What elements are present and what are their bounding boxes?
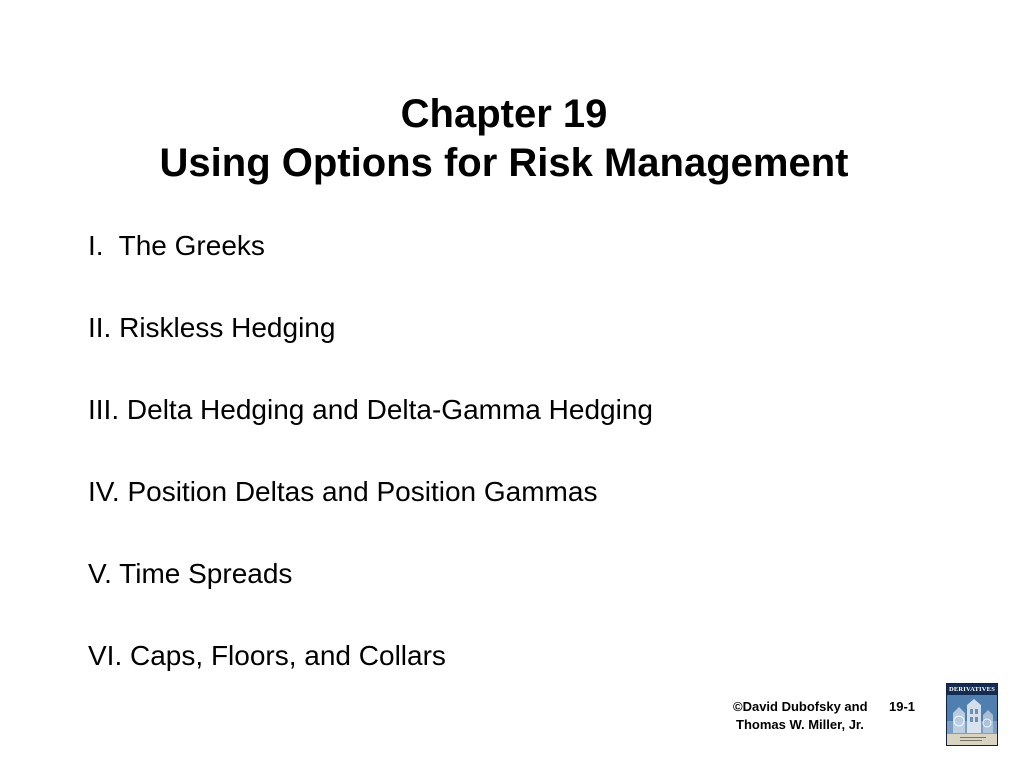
outline-item-label: III. Delta Hedging and Delta-Gamma Hedging <box>88 394 653 425</box>
credit-line-1: ©David Dubofsky and <box>733 699 868 714</box>
outline-item <box>88 471 653 553</box>
outline-item <box>88 553 653 635</box>
book-cover-image <box>946 683 998 746</box>
outline-item-label: VI. Caps, Floors, and Collars <box>88 640 446 671</box>
outline-item-label: II. Riskless Hedging <box>88 312 336 343</box>
book-cover-title: DERIVATIVES <box>948 686 996 693</box>
outline-item <box>88 389 653 471</box>
outline-list <box>88 225 653 717</box>
chapter-number: Chapter 19 <box>400 92 608 136</box>
book-cover-art <box>947 695 997 734</box>
book-cover-footer <box>947 734 997 745</box>
copyright-credit <box>733 698 868 734</box>
outline-item <box>88 225 653 307</box>
page-number: 19-1 <box>889 699 916 714</box>
outline-item <box>88 635 653 717</box>
outline-item <box>88 307 653 389</box>
credit-line-2: Thomas W. Miller, Jr. <box>736 717 864 732</box>
slide-title <box>0 90 1008 188</box>
chapter-title: Using Options for Risk Management <box>159 141 849 185</box>
outline-item-label: V. Time Spreads <box>88 558 293 589</box>
outline-item-label: IV. Position Deltas and Position Gammas <box>88 476 598 507</box>
outline-item-label: I. The Greeks <box>88 230 265 261</box>
